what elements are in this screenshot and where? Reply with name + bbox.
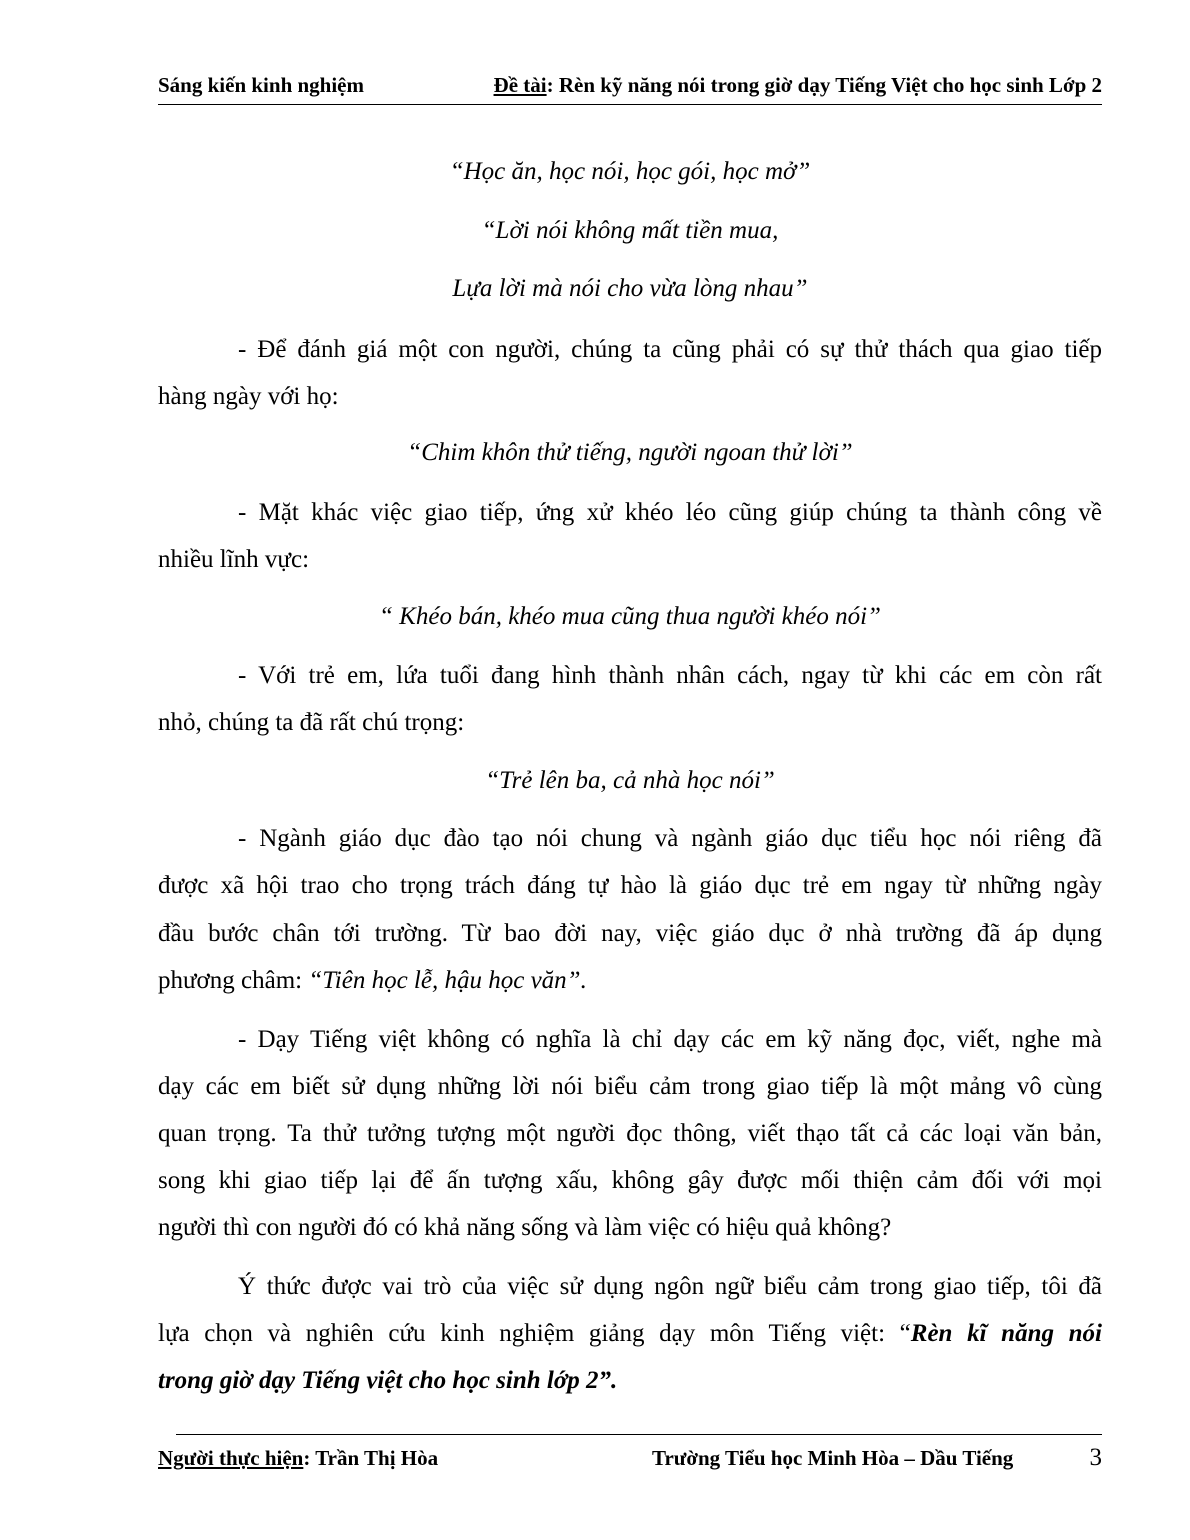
paragraph-1-line-1: - Để đánh giá một con người, chúng ta cũng phải có sự thử thách qua giao tiếp [238,336,1102,363]
footer-author-label: Người thực hiện [158,1446,304,1470]
footer-author-colon: : [303,1446,311,1470]
topic-title-part-2: trong giờ dạy Tiếng việt cho học sinh lớp 2”. [158,1367,618,1394]
header-document-type: Sáng kiến kinh nghiệm [158,73,365,97]
quote-chim-khon: “Chim khôn thử tiếng, người ngoan thử lời” [407,439,853,466]
paragraph-1-line-2: hàng ngày với họ: [158,383,339,410]
paragraph-5-line-3: quan trọng. Ta thử tưởng tượng một người đọc thông, viết thạo tất cả các loại văn bản, [158,1120,1102,1147]
quote-loi-noi-line1: “Lời nói không mất tiền mua, [481,217,779,244]
quote-kheo-ban: “ Khéo bán, khéo mua cũng thua người khéo nói” [379,603,881,630]
paragraph-2-line-2: nhiều lĩnh vực: [158,546,310,573]
paragraph-2-line-1: - Mặt khác việc giao tiếp, ứng xử khéo léo cũng giúp chúng ta thành công về [238,499,1102,526]
footer-divider [176,1434,1102,1435]
header-topic-colon: : [546,73,554,97]
paragraph-3-line-1: - Với trẻ em, lứa tuổi đang hình thành nhân cách, ngay từ khi các em còn rất [238,662,1102,689]
quote-tre-len-ba: “Trẻ lên ba, cả nhà học nói” [485,767,775,794]
paragraph-4-line-3: đầu bước chân tới trường. Từ bao đời nay, việc giáo dục ở nhà trường đã áp dụng [158,920,1102,947]
header-topic-label: Đề tài [493,73,547,97]
paragraph-4-line-1: - Ngành giáo dục đào tạo nói chung và ngành giáo dục tiểu học nói riêng đã [238,825,1102,852]
paragraph-5-line-5: người thì con người đó có khả năng sống và làm việc có hiệu quả không? [158,1214,892,1241]
paragraph-4-line-4 [158,965,1102,997]
paragraph-3-line-2: nhỏ, chúng ta đã rất chú trọng: [158,709,465,736]
quote-hoc-an: “Học ăn, học nói, học gói, học mở” [449,158,811,185]
footer-author [158,1443,438,1473]
quote-tien-hoc-le: “Tiên học lễ, hậu học văn”. [308,967,587,994]
quote-loi-noi-line2: Lựa lời mà nói cho vừa lòng nhau” [452,275,808,302]
paragraph-5-line-4: song khi giao tiếp lại để ấn tượng xấu, không gây được mối thiện cảm đối với mọi [158,1167,1102,1194]
header-divider [158,104,1102,105]
paragraph-5-line-1: - Dạy Tiếng việt không có nghĩa là chỉ dạy các em kỹ năng đọc, viết, nghe mà [238,1026,1102,1053]
footer-author-name: Trần Thị Hòa [310,1446,439,1470]
paragraph-6-line-1: Ý thức được vai trò của việc sử dụng ngôn ngữ biểu cảm trong giao tiếp, tôi đã [238,1273,1102,1300]
paragraph-6-line-2-text: lựa chọn và nghiên cứu kinh nghiệm giảng dạy môn Tiếng việt: “ [158,1320,911,1347]
paragraph-6-line-2 [158,1318,1102,1350]
paragraph-4-line-4-text: phương châm: [158,967,309,994]
header-topic [494,70,1102,100]
topic-title-part-1: Rèn kĩ năng nói [910,1320,1102,1347]
page-number: 3 [1089,1444,1102,1471]
header-topic-text: Rèn kỹ năng nói trong giờ dạy Tiếng Việt cho học sinh Lớp 2 [553,73,1102,97]
paragraph-5-line-2: dạy các em biết sử dụng những lời nói biểu cảm trong giao tiếp là một mảng vô cùng [158,1073,1102,1100]
paragraph-4-line-2: được xã hội trao cho trọng trách đáng tự hào là giáo dục trẻ em ngay từ những ngày [158,872,1102,899]
footer-school: Trường Tiểu học Minh Hòa – Dầu Tiếng [652,1446,1014,1470]
